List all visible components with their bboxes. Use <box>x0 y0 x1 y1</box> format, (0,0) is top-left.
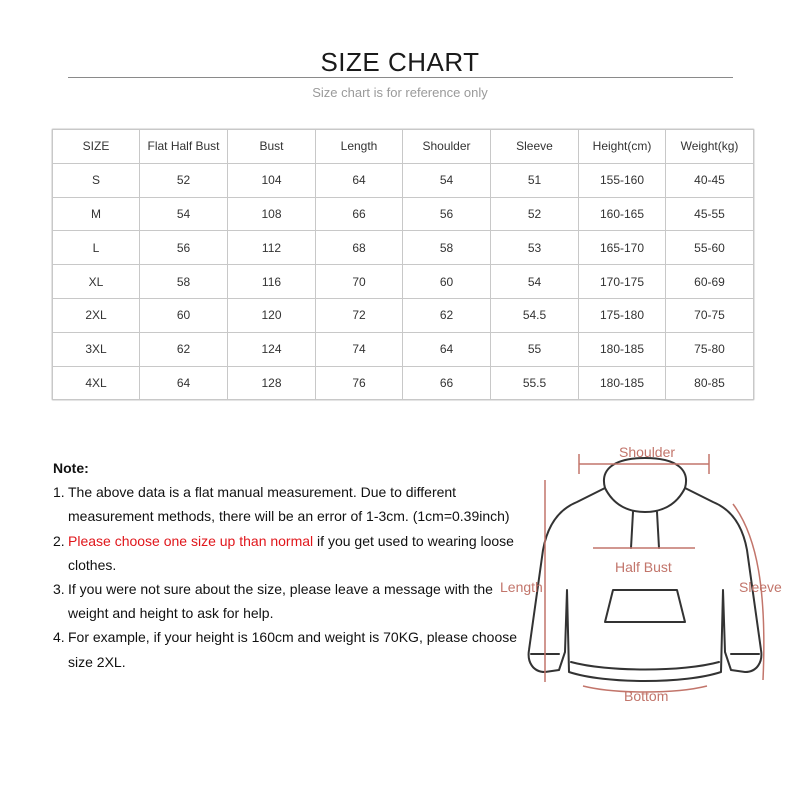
table-cell: 120 <box>228 298 316 332</box>
note-item <box>53 529 533 577</box>
title-divider <box>68 77 733 78</box>
table-row <box>53 231 754 265</box>
table-cell: 160-165 <box>579 197 666 231</box>
table-cell: 72 <box>316 298 403 332</box>
table-cell: 55.5 <box>491 366 579 400</box>
table-cell: 54 <box>140 197 228 231</box>
table-row <box>53 366 754 400</box>
table-cell: 155-160 <box>579 163 666 197</box>
table-row <box>53 265 754 299</box>
note-title: Note: <box>53 460 89 476</box>
table-cell: 170-175 <box>579 265 666 299</box>
table-cell: 62 <box>403 298 491 332</box>
table-cell: 53 <box>491 231 579 265</box>
column-header: Sleeve <box>491 130 579 164</box>
table-cell: 112 <box>228 231 316 265</box>
table-cell: 60 <box>403 265 491 299</box>
shoulder-label: Shoulder <box>619 444 676 460</box>
column-header: SIZE <box>53 130 140 164</box>
table-cell: 108 <box>228 197 316 231</box>
table-cell: 56 <box>403 197 491 231</box>
table-cell: 60-69 <box>666 265 754 299</box>
table-cell: 64 <box>403 332 491 366</box>
column-header: Length <box>316 130 403 164</box>
table-cell: 4XL <box>53 366 140 400</box>
table-cell: 70-75 <box>666 298 754 332</box>
page-subtitle: Size chart is for reference only <box>312 85 488 100</box>
note-item-highlight: Please choose one size up than normal <box>68 532 314 549</box>
table-row <box>53 197 754 231</box>
bottom-label: Bottom <box>624 688 669 704</box>
note-item <box>53 625 533 673</box>
note-item-number: 3. <box>53 581 65 598</box>
drawstring <box>631 512 633 548</box>
table-cell: 64 <box>316 163 403 197</box>
table-cell: L <box>53 231 140 265</box>
column-header: Bust <box>228 130 316 164</box>
table-row <box>53 163 754 197</box>
table-cell: 68 <box>316 231 403 265</box>
table-cell: 58 <box>403 231 491 265</box>
table-cell: 40-45 <box>666 163 754 197</box>
table-cell: 55 <box>491 332 579 366</box>
sleeve-label: Sleeve <box>739 579 782 595</box>
table-cell: 80-85 <box>666 366 754 400</box>
table-cell: XL <box>53 265 140 299</box>
hoodie-body <box>529 488 762 681</box>
hem <box>571 662 719 670</box>
table-cell: 116 <box>228 265 316 299</box>
table-row <box>53 298 754 332</box>
page-title: SIZE CHART <box>320 47 480 77</box>
table-cell: 58 <box>140 265 228 299</box>
table-cell: 70 <box>316 265 403 299</box>
note-item <box>53 577 533 625</box>
table-cell: 64 <box>140 366 228 400</box>
note-item-number: 2. <box>53 532 65 549</box>
size-chart-table <box>52 129 754 400</box>
table-cell: 74 <box>316 332 403 366</box>
note-item-text: if you get used to wearing loose clothes. <box>68 532 514 573</box>
table-cell: 45-55 <box>666 197 754 231</box>
table-cell: M <box>53 197 140 231</box>
table-cell: 165-170 <box>579 231 666 265</box>
column-header: Flat Half Bust <box>140 130 228 164</box>
table-cell: 66 <box>316 197 403 231</box>
hoodie-illustration <box>495 440 795 710</box>
table-cell: 175-180 <box>579 298 666 332</box>
table-header-row <box>53 130 754 164</box>
length-label: Length <box>500 579 543 595</box>
table-cell: 3XL <box>53 332 140 366</box>
column-header: Height(cm) <box>579 130 666 164</box>
note-item-text: If you were not sure about the size, please leave a message with the weight and height to ask for help. <box>68 581 493 622</box>
table-cell: 60 <box>140 298 228 332</box>
table-cell: 76 <box>316 366 403 400</box>
table-cell: 51 <box>491 163 579 197</box>
table-cell: 180-185 <box>579 366 666 400</box>
table-cell: 52 <box>140 163 228 197</box>
table-cell: 55-60 <box>666 231 754 265</box>
table-cell: S <box>53 163 140 197</box>
table-cell: 2XL <box>53 298 140 332</box>
hood-opening <box>605 488 685 512</box>
table-cell: 104 <box>228 163 316 197</box>
table-cell: 75-80 <box>666 332 754 366</box>
table-cell: 52 <box>491 197 579 231</box>
note-item-number: 1. <box>53 484 65 501</box>
table-cell: 54.5 <box>491 298 579 332</box>
table-cell: 128 <box>228 366 316 400</box>
half-bust-label: Half Bust <box>615 559 672 575</box>
table-cell: 124 <box>228 332 316 366</box>
table-cell: 66 <box>403 366 491 400</box>
note-item-text: For example, if your height is 160cm and weight is 70KG, please choose size 2XL. <box>68 629 518 670</box>
table-row <box>53 332 754 366</box>
table-cell: 62 <box>140 332 228 366</box>
table-cell: 54 <box>491 265 579 299</box>
note-item-text: The above data is a flat manual measurement. Due to different measurement methods, there will be an error of 1-3cm. (1cm=0.39inch) <box>68 484 510 525</box>
hood-outline <box>604 458 686 488</box>
table-cell: 180-185 <box>579 332 666 366</box>
note-item-number: 4. <box>53 629 65 646</box>
column-header: Weight(kg) <box>666 130 754 164</box>
drawstring <box>657 512 659 548</box>
table-cell: 56 <box>140 231 228 265</box>
pocket <box>605 590 685 622</box>
column-header: Shoulder <box>403 130 491 164</box>
note-item <box>53 480 533 528</box>
hoodie-measurement-diagram <box>495 440 795 710</box>
note-section <box>53 456 533 674</box>
table-cell: 54 <box>403 163 491 197</box>
